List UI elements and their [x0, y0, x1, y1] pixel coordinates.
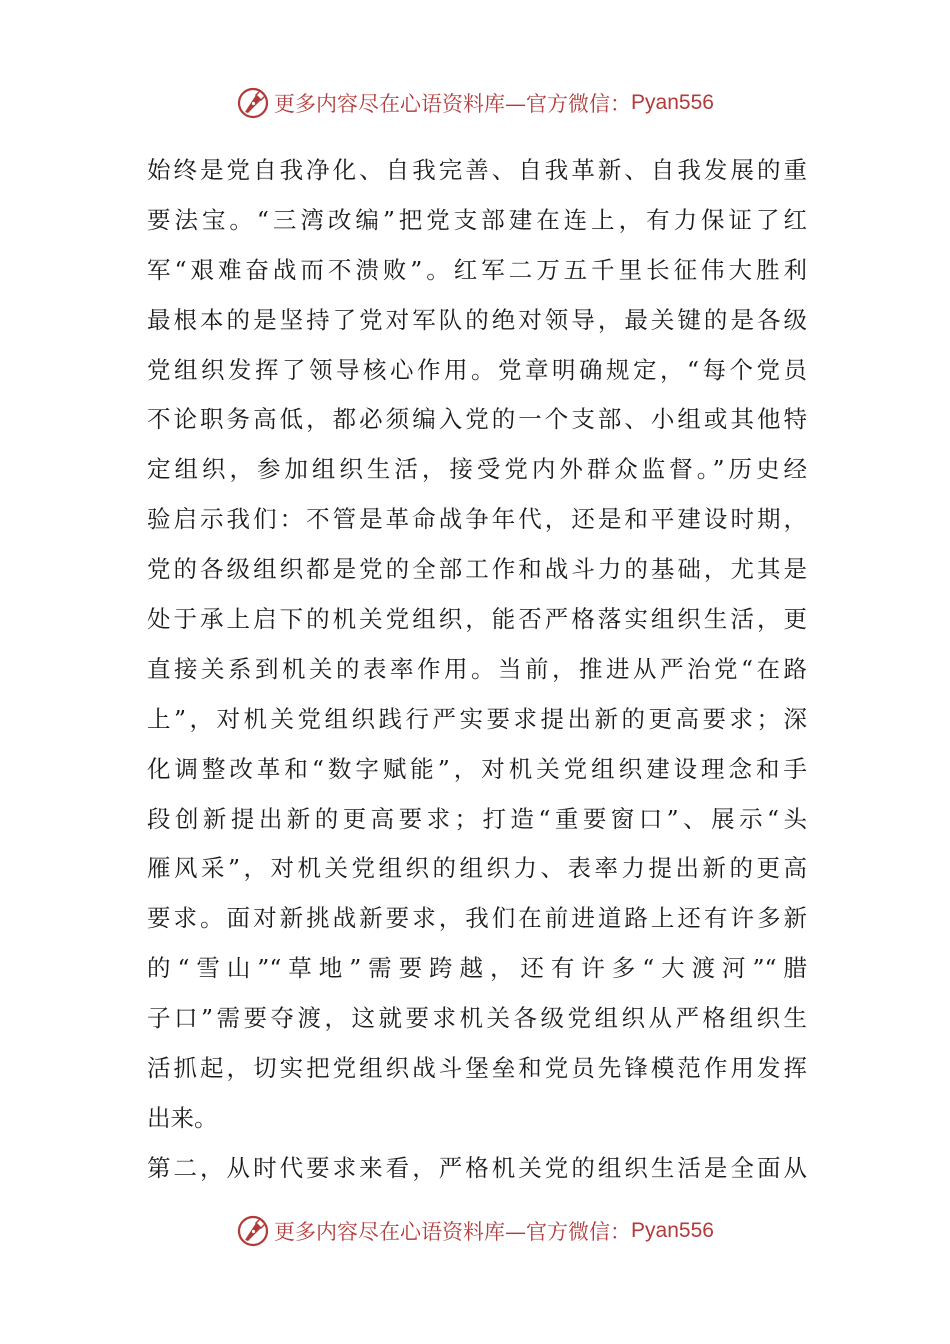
text-line: 出来。 — [147, 1103, 218, 1132]
text-line: 党的各级组织都是党的全部工作和战斗力的基础，尤其是 — [147, 555, 807, 584]
text-line: 始终是党自我净化、自我完善、自我革新、自我发展的重 — [147, 156, 807, 184]
text-line: 子口”需要夺渡，这就要求机关各级党组织从严格组织生 — [147, 1004, 807, 1033]
document-body — [147, 146, 807, 1194]
pen-nib-logo-icon — [236, 86, 270, 120]
text-line: 定组织，参加组织生活，接受党内外群众监督。”历史经 — [147, 455, 807, 484]
header-banner — [0, 83, 950, 123]
text-line: 雁风采”，对机关党组织的组织力、表率力提出新的更高 — [147, 854, 807, 883]
pen-nib-logo-icon — [236, 1214, 270, 1248]
text-line: 最根本的是坚持了党对军队的绝对领导，最关键的是各级 — [147, 305, 807, 334]
text-line: 党组织发挥了领导核心作用。党章明确规定，“每个党员 — [147, 355, 807, 384]
text-line: 要法宝。“三湾改编”把党支部建在连上，有力保证了红 — [147, 205, 807, 234]
text-line: 第二，从时代要求来看，严格机关党的组织生活是全面从 — [147, 1153, 807, 1182]
text-line: 的“雪山”“草地”需要跨越，还有许多“大渡河”“腊 — [147, 954, 807, 983]
text-line: 段创新提出新的更高要求；打造“重要窗口”、展示“头 — [147, 804, 807, 833]
text-line: 要求。面对新挑战新要求，我们在前进道路上还有许多新 — [147, 904, 807, 933]
footer-banner-text: 更多内容尽在心语资料库—官方微信： — [274, 1220, 632, 1244]
text-line: 不论职务高低，都必须编入党的一个支部、小组或其他特 — [147, 405, 807, 434]
text-line: 活抓起，切实把党组织战斗堡垒和党员先锋模范作用发挥 — [147, 1054, 807, 1083]
footer-banner — [0, 1211, 950, 1251]
text-line: 直接关系到机关的表率作用。当前，推进从严治党“在路 — [147, 654, 807, 683]
header-banner-text: 更多内容尽在心语资料库—官方微信： — [274, 92, 632, 116]
text-line: 军“艰难奋战而不溃败”。红军二万五千里长征伟大胜利 — [147, 255, 807, 284]
footer-banner-id: Pyan556 — [631, 1219, 714, 1242]
header-banner-id: Pyan556 — [631, 91, 714, 114]
text-line: 处于承上启下的机关党组织，能否严格落实组织生活，更 — [147, 605, 807, 634]
text-line: 化调整改革和“数字赋能”，对机关党组织建设理念和手 — [147, 754, 807, 783]
text-line: 上”，对机关党组织践行严实要求提出新的更高要求；深 — [147, 704, 807, 733]
text-line: 验启示我们：不管是革命战争年代，还是和平建设时期， — [147, 505, 807, 534]
